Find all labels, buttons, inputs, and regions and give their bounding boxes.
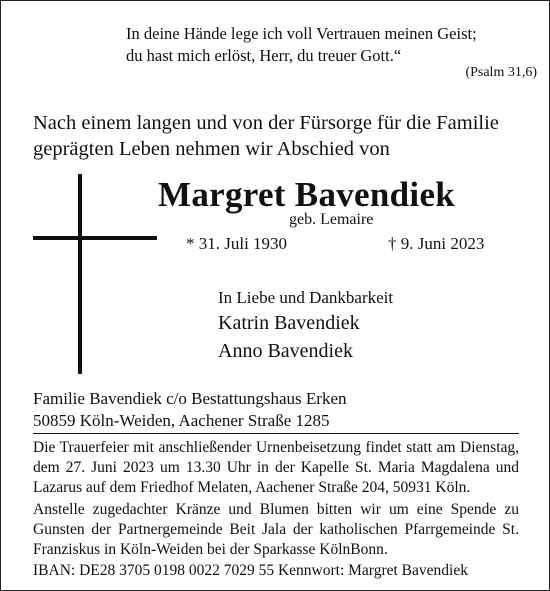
address-line-2: 50859 Köln-Weiden, Aachener Straße 1285 [33, 411, 330, 430]
intro-line-1: Nach einem langen und von der Fürsorge für die Familie [33, 112, 499, 134]
deceased-name: Margret Bavendiek [158, 175, 456, 214]
bible-verse [126, 23, 477, 67]
funeral-notice: Die Trauerfeier mit anschließender Urnenbeisetzung findet statt am Dienstag, dem 27. Juni 2023 um 13.30 Uhr in der Kapelle St. Maria Magdalena und Lazarus auf dem Friedhof Melaten, Aachener Straße 204, 50931 Köln. [33, 439, 519, 496]
maiden-name: geb. Lemaire [289, 211, 374, 228]
mourner-name: Anno Bavendiek [218, 340, 353, 362]
death-date: † 9. Juni 2023 [388, 234, 485, 253]
birth-date: * 31. Juli 1930 [186, 234, 288, 253]
verse-line-1: In deine Hände lege ich voll Vertrauen meinen Geist; [126, 24, 477, 43]
address-line-1: Familie Bavendiek c/o Bestattungshaus Erken [33, 389, 347, 408]
mourners-heading: In Liebe und Dankbarkeit [218, 288, 394, 307]
cross-icon [33, 174, 157, 374]
donation-notice: Anstelle zugedachter Kränze und Blumen bitten wir um eine Spende zu Gunsten der Partnergemeinde Beit Jala der katholischen Pfarrgemeinde St. Franziskus in Köln-Weiden bei der Sparkasse KölnBonn. [33, 501, 519, 558]
verse-line-2: du hast mich erlöst, Herr, du treuer Gott.“ [126, 46, 402, 65]
divider [33, 433, 519, 434]
intro-line-2: geprägten Leben nehmen wir Abschied von [33, 138, 390, 160]
mourner-name: Katrin Bavendiek [218, 312, 360, 334]
verse-reference: (Psalm 31,6) [465, 65, 537, 80]
intro-text [33, 110, 499, 162]
bank-details: IBAN: DE28 3705 0198 0022 7029 55 Kennwort: Margret Bavendiek [33, 562, 468, 579]
